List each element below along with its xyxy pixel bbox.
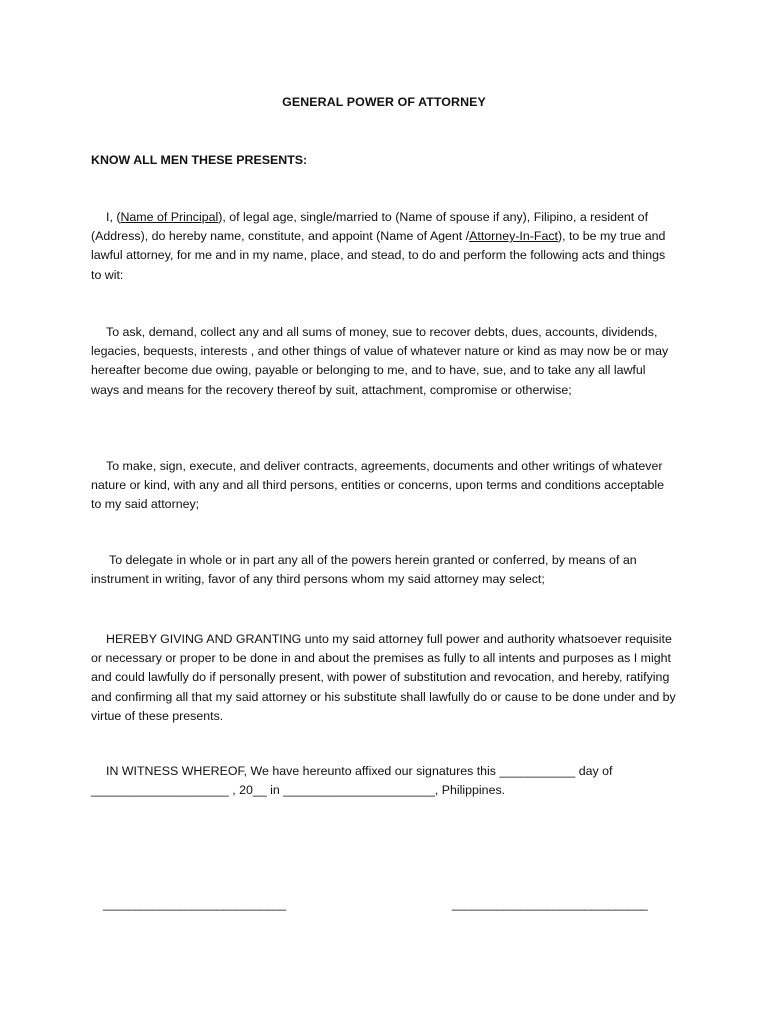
paragraph-granting: HEREBY GIVING AND GRANTING unto my said attorney full power and authority whatsoever requisite or necessary or proper to be done in and about the premises as fully to all intents and purposes as I might and could lawfully do if personally present, with power of substitution and revocation, and hereby, ratifying and confirming all that my said attorney or his substitute shall lawfully do or cause to be done under and by virtue of these presents. <box>91 632 676 723</box>
appointment-text-a: I, ( <box>106 210 121 224</box>
appointment-text-b: ), of legal age, single/married to (Name of spouse if any), Filipino, a resident of (Address), do hereby name, constitute, and appoint (Name of Agent / <box>91 210 649 244</box>
paragraph-delegate: To delegate in whole or in part any all of the powers herein granted or conferred, by means of an instrument in writing, favor of any third persons whom my said attorney may select; <box>91 553 637 587</box>
paragraph-contracts: To make, sign, execute, and deliver contracts, agreements, documents and other writings of whatever nature or kind, with any and all third persons, entities or concerns, upon terms and conditions acceptable to my said attorney; <box>91 459 665 512</box>
signature-line-attorney: _______________________________ <box>452 897 648 911</box>
salutation: KNOW ALL MEN THESE PRESENTS: <box>91 153 308 167</box>
signature-line-principal: _____________________________ <box>103 897 286 911</box>
paragraph-collect: To ask, demand, collect any and all sums of money, sue to recover debts, dues, accounts, dividends, legacies, bequests, interests , and other things of value of whatever nature or kind as may now be or may hereafter become due owing, payable or belonging to me, and to have, sue, and to take any all lawful ways and means for the recovery thereof by suit, attachment, compromise or otherwise; <box>91 325 669 397</box>
paragraph-witness: IN WITNESS WHEREOF, We have hereunto affixed our signatures this ___________ day of ____________________ , 20__ in ______________________, Philippines. <box>91 764 613 798</box>
attorney-in-fact: Attorney-In-Fact <box>469 229 558 244</box>
name-of-principal: Name of Principal <box>120 210 219 224</box>
appointment-text-c: ), to be my true and lawful attorney, for me and in my name, place, and stead, to do and perform the following acts and things to wit: <box>91 229 666 282</box>
document-title: GENERAL POWER OF ATTORNEY <box>282 95 486 109</box>
paragraph-appointment <box>91 208 677 285</box>
